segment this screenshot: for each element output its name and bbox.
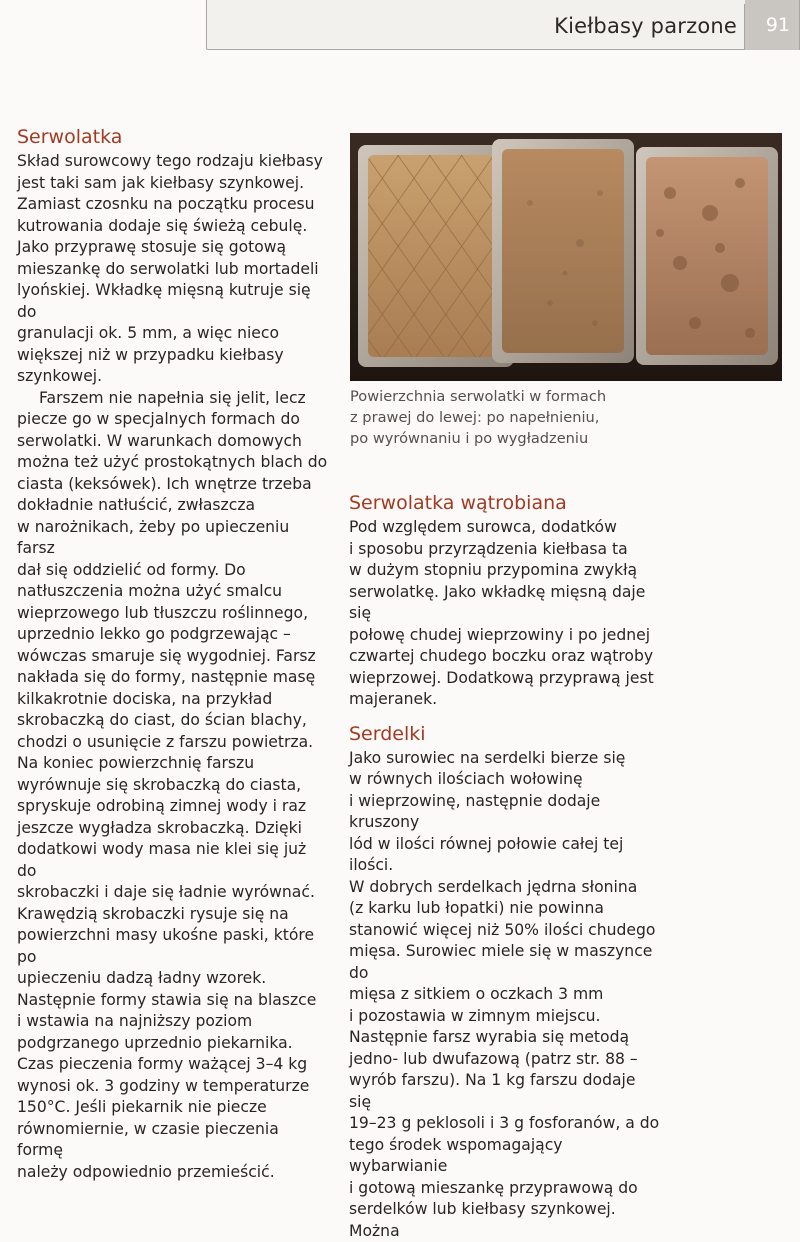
paragraph-serwolatka-watrobiana: Pod względem surowca, dodatków i sposobu przyrządzenia kiełbasa ta w dużym stopniu przypomina zwykłą serwolatkę. Jako wkładkę mięsną daje się połowę chudej wieprzowiny i po jednej czwartej chudego boczku oraz wątroby wieprzowej. Dodatkową przyprawą jest majeranek.: [349, 517, 661, 711]
trays-illustration: [350, 133, 782, 381]
right-column: [349, 492, 661, 1242]
page-number: 91: [766, 14, 790, 36]
heading-serwolatka: Serwolatka: [17, 126, 329, 149]
left-column: [17, 126, 329, 1183]
page-number-box: [745, 0, 799, 50]
paragraph-serwolatka-2: Farszem nie napełnia się jelit, lecz piecze go w specjalnych formach do serwolatki. W warunkach domowych można też użyć prostokątnych blach do ciasta (keksówek). Ich wnętrze trzeba dokładnie natłuścić, zwłaszcza w narożnikach, żeby po upieczeniu farsz dał się oddzielić od formy. Do natłuszczenia można użyć smalcu wieprzowego lub tłuszczu roślinnego, uprzednio lekko go podgrzewając – wówczas smaruje się wygodniej. Farsz nakłada się do formy, następnie masę kilkakrotnie dociska, na przykład skrobaczką do ciast, do ścian blachy, chodzi o usunięcie z farszu powietrza. Na koniec powierzchnię farszu wyrównuje się skrobaczką do ciasta, spryskuje odrobiną zimnej wody i raz jeszcze wygładza skrobaczką. Dzięki dodatkowi wody masa nie klei się już do skrobaczki i daje się ładnie wyrównać. Krawędzią skrobaczki rysuje się na powierzchni masy ukośne paski, które po upieczeniu dadzą ładny wzorek. Następnie formy stawia się na blaszce i wstawia na najniższy poziom podgrzanego uprzednio piekarnika. Czas pieczenia formy ważącej 3–4 kg wynosi ok. 3 godziny w temperaturze 150°C. Jeśli piekarnik nie piecze równomiernie, w czasie pieczenia formę należy odpowiednio przemieścić.: [17, 388, 329, 1184]
photo-serwolatka-trays: [350, 133, 782, 381]
section-gap: [349, 711, 661, 723]
photo-caption: Powierzchnia serwolatki w formach z prawej do lewej: po napełnieniu, po wyrównaniu i po wygładzeniu: [350, 386, 670, 449]
chapter-title: Kiełbasy parzone: [554, 14, 737, 38]
running-header: [206, 0, 800, 50]
paragraph-serwolatka-1: Skład surowcowy tego rodzaju kiełbasy jest taki sam jak kiełbasy szynkowej. Zamiast czosnku na początku procesu kutrowania dodaje się świeżą cebulę. Jako przyprawę stosuje się gotową mieszankę do serwolatki lub mortadeli lyońskiej. Wkładkę mięsną kutruje się do granulacji ok. 5 mm, a więc nieco większej niż w przypadku kiełbasy szynkowej.: [17, 151, 329, 388]
paragraph-serdelki: Jako surowiec na serdelki bierze się w równych ilościach wołowinę i wieprzowinę, następnie dodaje kruszony lód w ilości równej połowie całej tej ilości. W dobrych serdelkach jędrna słonina (z karku lub łopatki) nie powinna stanowić więcej niż 50% ilości chudego mięsa. Surowiec miele się w maszynce do mięsa z sitkiem o oczkach 3 mm i pozostawia w zimnym miejscu. Następnie farsz wyrabia się metodą jedno- lub dwufazową (patrz str. 88 – wyrób farszu). Na 1 kg farszu dodaje się 19–23 g peklosoli i 3 g fosforanów, a do tego środek wspomagający wybarwianie i gotową mieszankę przyprawową do serdelków lub kiełbasy szynkowej. Można: [349, 748, 661, 1242]
heading-serdelki: Serdelki: [349, 723, 661, 746]
heading-serwolatka-watrobiana: Serwolatka wątrobiana: [349, 492, 661, 515]
